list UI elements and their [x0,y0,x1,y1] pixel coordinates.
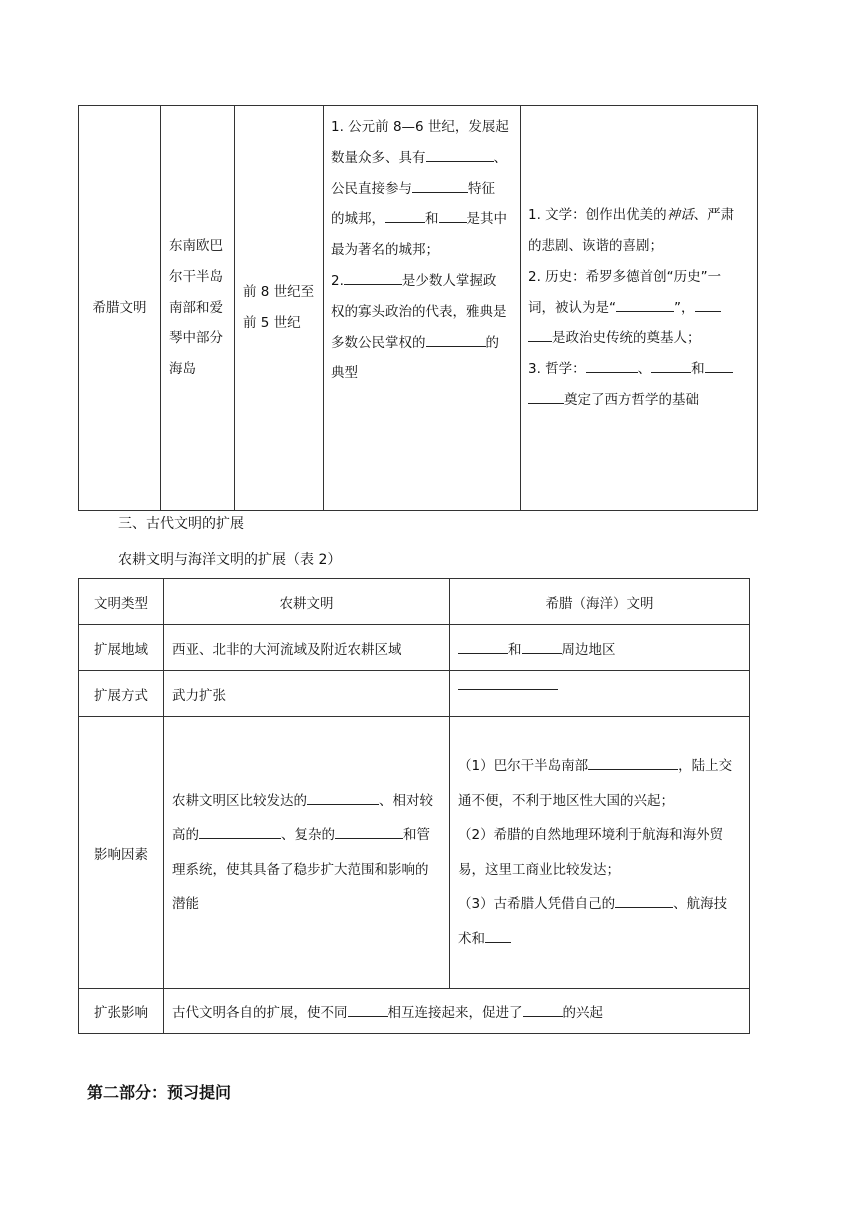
fill-blank[interactable] [695,296,721,311]
fill-blank[interactable] [528,389,564,404]
row-label: 扩张影响 [79,989,164,1034]
civilization-culture: 1. 文学：创作出优美的神话、严肃 的悲剧、诙谐的喜剧； 2. 历史：希罗多德首创“历史”一 词，被认为是“ ”， 是政治史传统的奠基人； 3. 哲学： 、 和 奠定了西方哲学的基础 [521,106,758,511]
fill-blank[interactable] [458,675,558,690]
expansion-impact: 古代文明各自的扩展，使不同 相互连接起来，促进了 的兴起 [164,989,750,1034]
farming-factors: 农耕文明区比较发达的 、相对较 高的 、复杂的 和管 理系统，使其具备了稳步扩大范围和影响的 潜能 [164,717,450,989]
fill-blank[interactable] [439,208,467,223]
fill-blank[interactable] [522,638,562,653]
fill-blank[interactable] [412,177,468,192]
civilization-region: 东南欧巴 尔干半岛 南部和爱 琴中部分 海岛 [161,106,235,511]
fill-blank[interactable] [615,893,673,908]
fill-blank[interactable] [199,824,281,839]
fill-blank[interactable] [335,824,403,839]
greek-method [450,671,750,717]
header-greek: 希腊（海洋）文明 [450,579,750,625]
header-type: 文明类型 [79,579,164,625]
fill-blank[interactable] [426,331,486,346]
civilization-name: 希腊文明 [79,106,161,511]
fill-blank[interactable] [348,1002,388,1017]
greek-factors: （1）巴尔干半岛南部 ，陆上交 通不便，不利于地区性大国的兴起； （2）希腊的自然地理环境利于航海和海外贸 易，这里工商业比较发达； （3）古希腊人凭借自己的 、航海技 术和 [450,717,750,989]
fill-blank[interactable] [586,358,638,373]
row-label: 扩展地域 [79,625,164,671]
fill-blank[interactable] [523,1002,563,1017]
row-label: 扩展方式 [79,671,164,717]
section-heading: 三、古代文明的扩展 [118,516,244,532]
fill-blank[interactable] [307,789,379,804]
fill-blank[interactable] [588,755,678,770]
greek-civilization-table [78,105,758,511]
fill-blank[interactable] [528,327,552,342]
civilization-expansion-table [78,578,750,1034]
fill-blank[interactable] [651,358,691,373]
part-two-title: 第二部分：预习提问 [87,1083,232,1102]
fill-blank[interactable] [344,270,402,285]
greek-region: 和 周边地区 [450,625,750,671]
fill-blank[interactable] [426,147,494,162]
table-caption: 农耕文明与海洋文明的扩展（表 2） [118,552,342,568]
fill-blank[interactable] [616,296,674,311]
fill-blank[interactable] [385,208,425,223]
fill-blank[interactable] [705,358,733,373]
fill-blank[interactable] [458,638,508,653]
farming-method: 武力扩张 [164,671,450,717]
fill-blank[interactable] [485,927,511,942]
civilization-politics: 1. 公元前 8—6 世纪，发展起 数量众多、具有 、 公民直接参与 特征 的城邦， 和 是其中 最为著名的城邦； 2. 是少数人掌握政 权的寡头政治的代表，雅典是 多数公民掌权的 的 典型 [324,106,521,511]
civilization-period: 前 8 世纪至 前 5 世纪 [235,106,324,511]
row-label: 影响因素 [79,717,164,989]
header-farming: 农耕文明 [164,579,450,625]
farming-region: 西亚、北非的大河流域及附近农耕区域 [164,625,450,671]
